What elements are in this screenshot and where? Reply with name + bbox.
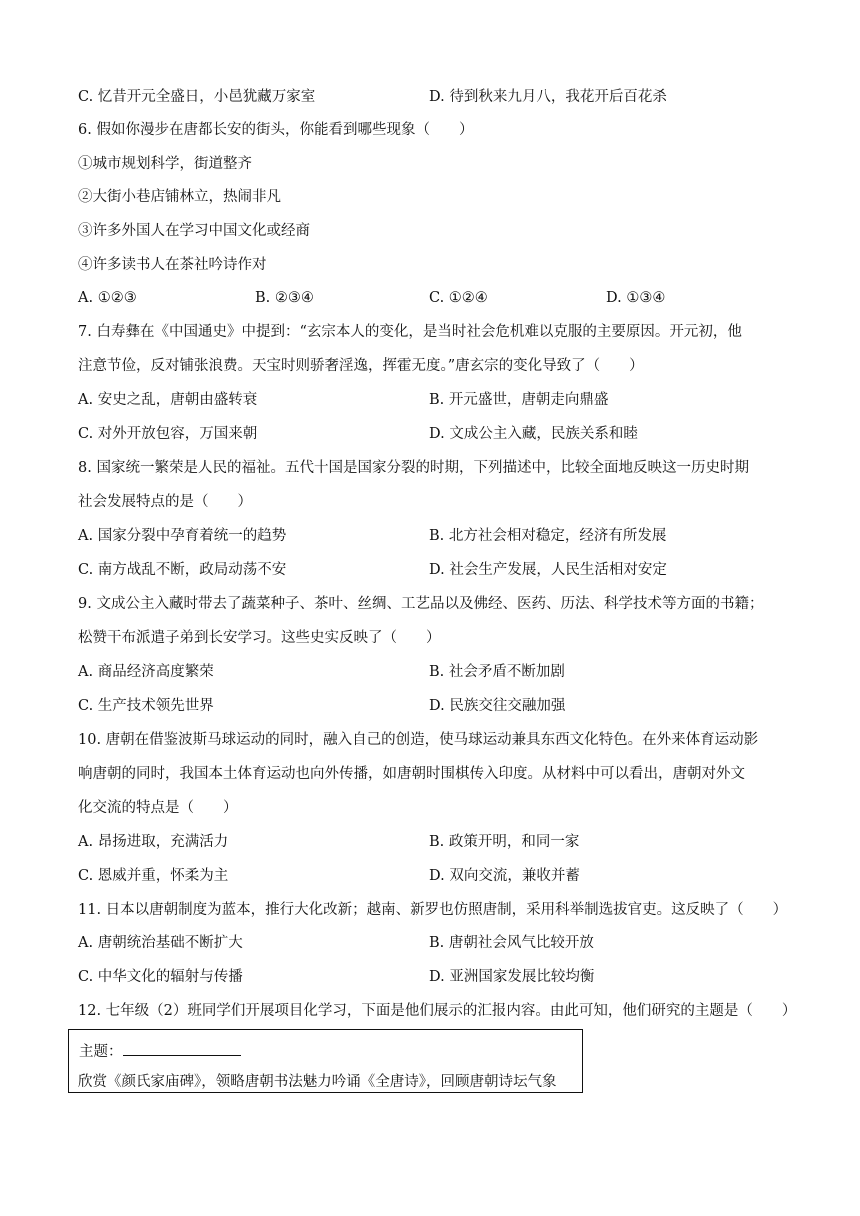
- q10-option-c[interactable]: C. 恩威并重，怀柔为主: [78, 868, 229, 884]
- q12-topic-line: [79, 1042, 241, 1061]
- q8-option-c[interactable]: C. 南方战乱不断，政局动荡不安: [78, 562, 287, 578]
- q12-topic-label: 主题：: [79, 1044, 123, 1060]
- q9-option-d[interactable]: D. 民族交往交融加强: [429, 698, 566, 714]
- q10-option-b[interactable]: B. 政策开明，和同一家: [429, 834, 580, 850]
- q6-option-a[interactable]: A. ①②③: [78, 290, 137, 306]
- q7-options-row-cd: [78, 424, 788, 444]
- q7-stem-line-2: 注意节俭，反对铺张浪费。天宝时则骄奢淫逸，挥霍无度。”唐玄宗的变化导致了（ ）: [78, 358, 644, 374]
- q10-stem-line-1: 10. 唐朝在借鉴波斯马球运动的同时，融入自己的创造，使马球运动兼具东西文化特色。在外来体育运动影: [78, 732, 759, 748]
- q7-stem-line-1: 7. 白寿彝在《中国通史》中提到：“玄宗本人的变化，是当时社会危机难以克服的主要原因。开元初，他: [78, 324, 742, 340]
- q7-option-d[interactable]: D. 文成公主入藏，民族关系和睦: [429, 426, 638, 442]
- q5-options-row-cd: [78, 87, 788, 107]
- q9-option-c[interactable]: C. 生产技术领先世界: [78, 698, 214, 714]
- q11-options-row-cd: [78, 967, 788, 987]
- q8-option-b[interactable]: B. 北方社会相对稳定，经济有所发展: [429, 528, 667, 544]
- q10-option-a[interactable]: A. 昂扬进取，充满活力: [78, 834, 229, 850]
- q9-stem-line-1: 9. 文成公主入藏时带去了蔬菜种子、茶叶、丝绸、工艺品以及佛经、医药、历法、科学技术等方面的书籍；: [78, 596, 764, 612]
- q10-stem-line-3: 化交流的特点是（ ）: [78, 800, 238, 816]
- q6-item-1: ①城市规划科学，街道整齐: [78, 156, 252, 172]
- q11-option-b[interactable]: B. 唐朝社会风气比较开放: [429, 935, 594, 951]
- q7-option-a[interactable]: A. 安史之乱，唐朝由盛转衰: [78, 392, 258, 408]
- q6-stem: 6. 假如你漫步在唐都长安的街头，你能看到哪些现象（ ）: [78, 122, 474, 138]
- q5-option-c[interactable]: C. 忆昔开元全盛日，小邑犹藏万家室: [78, 89, 316, 105]
- q8-option-d[interactable]: D. 社会生产发展，人民生活相对安定: [429, 562, 667, 578]
- q8-stem-line-2: 社会发展特点的是（ ）: [78, 494, 252, 510]
- q11-stem: 11. 日本以唐朝制度为蓝本，推行大化改新；越南、新罗也仿照唐制，采用科举制选拔官吏。这反映了（ ）: [78, 902, 788, 918]
- q8-options-row-ab: [78, 526, 788, 546]
- q11-option-d[interactable]: D. 亚洲国家发展比较均衡: [429, 969, 595, 985]
- q9-options-row-ab: [78, 662, 788, 682]
- q9-options-row-cd: [78, 696, 788, 716]
- q6-item-4: ④许多读书人在茶社吟诗作对: [78, 257, 267, 273]
- q10-stem-line-2: 响唐朝的同时，我国本土体育运动也向外传播，如唐朝时围棋传入印度。从材料中可以看出，唐朝对外文: [78, 766, 745, 782]
- q10-option-d[interactable]: D. 双向交流，兼收并蓄: [429, 868, 580, 884]
- q12-stem: 12. 七年级（2）班同学们开展项目化学习，下面是他们展示的汇报内容。由此可知，他们研究的主题是（ ）: [78, 1003, 797, 1019]
- q11-options-row-ab: [78, 933, 788, 953]
- q7-option-b[interactable]: B. 开元盛世，唐朝走向鼎盛: [429, 392, 609, 408]
- q12-topic-blank[interactable]: [123, 1042, 241, 1056]
- q7-options-row-ab: [78, 390, 788, 410]
- q11-option-a[interactable]: A. 唐朝统治基础不断扩大: [78, 935, 243, 951]
- q9-stem-line-2: 松赞干布派遣子弟到长安学习。这些史实反映了（ ）: [78, 630, 441, 646]
- q8-option-a[interactable]: A. 国家分裂中孕育着统一的趋势: [78, 528, 287, 544]
- q8-stem-line-1: 8. 国家统一繁荣是人民的福祉。五代十国是国家分裂的时期，下列描述中，比较全面地反映这一历史时期: [78, 460, 749, 476]
- q9-option-a[interactable]: A. 商品经济高度繁荣: [78, 664, 214, 680]
- q11-option-c[interactable]: C. 中华文化的辐射与传播: [78, 969, 243, 985]
- q8-options-row-cd: [78, 560, 788, 580]
- q6-item-3: ③许多外国人在学习中国文化或经商: [78, 223, 310, 239]
- q7-option-c[interactable]: C. 对外开放包容，万国来朝: [78, 426, 258, 442]
- q10-options-row-cd: [78, 866, 788, 886]
- q5-option-d[interactable]: D. 待到秋来九月八，我花开后百花杀: [429, 89, 667, 105]
- q12-box-text: 欣赏《颜氏家庙碑》，领略唐朝书法魅力吟诵《全唐诗》，回顾唐朝诗坛气象: [78, 1074, 557, 1090]
- q9-option-b[interactable]: B. 社会矛盾不断加剧: [429, 664, 565, 680]
- q6-option-b[interactable]: B. ②③④: [255, 290, 314, 306]
- q6-item-2: ②大街小巷店铺林立，热闹非凡: [78, 189, 281, 205]
- q6-option-d[interactable]: D. ①③④: [606, 290, 666, 306]
- q10-options-row-ab: [78, 832, 788, 852]
- q6-option-c[interactable]: C. ①②④: [429, 290, 488, 306]
- q6-options-row: [78, 288, 788, 308]
